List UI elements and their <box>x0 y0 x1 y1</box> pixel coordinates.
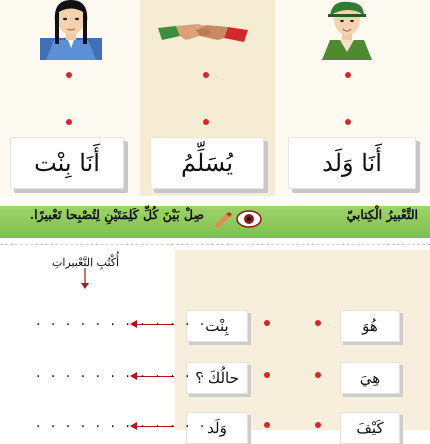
girl-picture <box>40 0 102 60</box>
connection-dot[interactable] <box>345 72 351 78</box>
divider <box>0 244 430 245</box>
answer-line[interactable]: . . . . . . . . . . . . <box>36 365 208 381</box>
word-card-boy: أَنَا وَلَد <box>288 137 416 189</box>
answer-line[interactable]: . . . . . . . . . . . . <box>36 415 208 431</box>
connection-dot[interactable] <box>66 72 72 78</box>
pronoun-card: كَيْفَ <box>340 412 400 444</box>
connection-dot[interactable] <box>264 422 270 428</box>
answer-line[interactable]: . . . . . . . . . . . . <box>36 313 208 329</box>
connection-dot[interactable] <box>66 119 72 125</box>
connection-dot[interactable] <box>345 119 351 125</box>
boy-picture <box>318 0 376 60</box>
write-expressions-label: أُكْتُبِ التَّعْبيراتِ <box>52 256 120 269</box>
pronoun-card: هُوَ <box>340 310 400 342</box>
word-card: وَلَد <box>186 412 248 444</box>
word-card-girl: أَنَا بِنْت <box>10 137 124 189</box>
banner-instruction: صِلْ بَيْنَ كُلِّ كَلِمَتَيْنِ لِتُصْبِحا تَعْبيرًا. <box>29 207 204 222</box>
pencil-hand-icon <box>212 212 234 228</box>
word-card: حالُكَ ؟ <box>186 362 248 394</box>
word-card: بِنْت <box>186 310 248 342</box>
down-arrow-icon <box>80 268 90 290</box>
connection-dot[interactable] <box>264 320 270 326</box>
connection-dot[interactable] <box>315 320 321 326</box>
connection-dot[interactable] <box>315 422 321 428</box>
eye-icon <box>236 209 262 229</box>
handshake-picture <box>158 18 248 48</box>
pronoun-card: هِيَ <box>340 362 400 394</box>
connection-dot[interactable] <box>264 372 270 378</box>
word-card-handshake: يُسَلِّمُ <box>150 137 264 189</box>
connection-dot[interactable] <box>203 72 209 78</box>
connection-dot[interactable] <box>203 119 209 125</box>
connection-dot[interactable] <box>315 372 321 378</box>
banner-title: التَّعْبيرُ الْكِتابيّ <box>346 207 418 222</box>
